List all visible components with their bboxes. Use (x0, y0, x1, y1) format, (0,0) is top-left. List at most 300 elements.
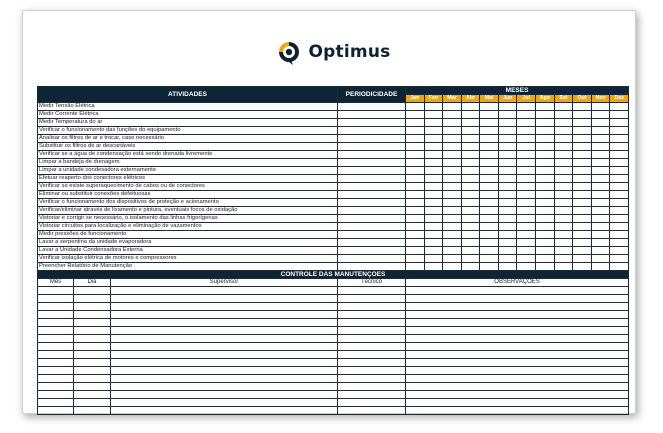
supervisor-cell[interactable] (111, 335, 338, 343)
month-check-cell[interactable] (480, 159, 499, 167)
month-check-cell[interactable] (498, 247, 517, 255)
month-check-cell[interactable] (406, 159, 425, 167)
month-check-cell[interactable] (443, 199, 462, 207)
supervisor-cell[interactable] (111, 407, 338, 415)
periodicity-cell[interactable] (338, 127, 406, 135)
periodicity-cell[interactable] (338, 255, 406, 263)
month-check-cell[interactable] (461, 191, 480, 199)
observations-cell[interactable] (406, 327, 629, 335)
month-check-cell[interactable] (461, 239, 480, 247)
month-check-cell[interactable] (554, 103, 573, 111)
month-check-cell[interactable] (424, 191, 443, 199)
month-check-cell[interactable] (406, 183, 425, 191)
month-check-cell[interactable] (536, 159, 555, 167)
month-check-cell[interactable] (517, 207, 536, 215)
month-check-cell[interactable] (591, 127, 610, 135)
month-check-cell[interactable] (610, 159, 629, 167)
supervisor-cell[interactable] (111, 367, 338, 375)
month-check-cell[interactable] (536, 215, 555, 223)
month-check-cell[interactable] (591, 239, 610, 247)
month-check-cell[interactable] (610, 191, 629, 199)
month-check-cell[interactable] (573, 175, 592, 183)
month-check-cell[interactable] (610, 239, 629, 247)
month-cell[interactable] (38, 407, 74, 415)
technician-cell[interactable] (338, 295, 406, 303)
month-check-cell[interactable] (573, 199, 592, 207)
month-check-cell[interactable] (517, 239, 536, 247)
month-check-cell[interactable] (461, 151, 480, 159)
month-check-cell[interactable] (424, 223, 443, 231)
day-cell[interactable] (74, 383, 111, 391)
month-check-cell[interactable] (406, 199, 425, 207)
month-check-cell[interactable] (591, 207, 610, 215)
month-check-cell[interactable] (424, 119, 443, 127)
month-check-cell[interactable] (443, 167, 462, 175)
month-check-cell[interactable] (443, 191, 462, 199)
observations-cell[interactable] (406, 367, 629, 375)
month-check-cell[interactable] (610, 127, 629, 135)
periodicity-cell[interactable] (338, 223, 406, 231)
month-check-cell[interactable] (591, 143, 610, 151)
month-check-cell[interactable] (480, 255, 499, 263)
month-cell[interactable] (38, 327, 74, 335)
day-cell[interactable] (74, 399, 111, 407)
observations-cell[interactable] (406, 311, 629, 319)
month-check-cell[interactable] (591, 175, 610, 183)
month-check-cell[interactable] (443, 207, 462, 215)
month-check-cell[interactable] (536, 199, 555, 207)
month-check-cell[interactable] (443, 159, 462, 167)
day-cell[interactable] (74, 407, 111, 415)
month-check-cell[interactable] (517, 231, 536, 239)
month-check-cell[interactable] (406, 215, 425, 223)
month-check-cell[interactable] (554, 239, 573, 247)
supervisor-cell[interactable] (111, 319, 338, 327)
month-check-cell[interactable] (461, 247, 480, 255)
month-check-cell[interactable] (443, 135, 462, 143)
technician-cell[interactable] (338, 351, 406, 359)
month-check-cell[interactable] (591, 111, 610, 119)
month-check-cell[interactable] (443, 103, 462, 111)
month-check-cell[interactable] (554, 151, 573, 159)
month-check-cell[interactable] (480, 135, 499, 143)
month-check-cell[interactable] (554, 183, 573, 191)
month-check-cell[interactable] (573, 247, 592, 255)
month-check-cell[interactable] (406, 151, 425, 159)
observations-cell[interactable] (406, 399, 629, 407)
month-check-cell[interactable] (554, 255, 573, 263)
month-check-cell[interactable] (554, 207, 573, 215)
month-check-cell[interactable] (424, 183, 443, 191)
month-check-cell[interactable] (573, 167, 592, 175)
month-check-cell[interactable] (461, 207, 480, 215)
month-check-cell[interactable] (443, 183, 462, 191)
month-check-cell[interactable] (591, 183, 610, 191)
month-check-cell[interactable] (443, 111, 462, 119)
month-check-cell[interactable] (480, 207, 499, 215)
month-check-cell[interactable] (424, 127, 443, 135)
supervisor-cell[interactable] (111, 295, 338, 303)
month-check-cell[interactable] (461, 111, 480, 119)
day-cell[interactable] (74, 303, 111, 311)
month-check-cell[interactable] (573, 183, 592, 191)
month-check-cell[interactable] (573, 151, 592, 159)
day-cell[interactable] (74, 351, 111, 359)
month-check-cell[interactable] (498, 239, 517, 247)
month-check-cell[interactable] (498, 255, 517, 263)
month-cell[interactable] (38, 287, 74, 295)
month-check-cell[interactable] (461, 223, 480, 231)
month-check-cell[interactable] (498, 183, 517, 191)
month-check-cell[interactable] (480, 175, 499, 183)
month-check-cell[interactable] (554, 167, 573, 175)
month-check-cell[interactable] (406, 175, 425, 183)
supervisor-cell[interactable] (111, 287, 338, 295)
month-check-cell[interactable] (443, 239, 462, 247)
month-check-cell[interactable] (591, 167, 610, 175)
month-check-cell[interactable] (610, 215, 629, 223)
month-check-cell[interactable] (554, 231, 573, 239)
month-check-cell[interactable] (406, 191, 425, 199)
month-check-cell[interactable] (424, 175, 443, 183)
month-check-cell[interactable] (517, 215, 536, 223)
month-check-cell[interactable] (536, 119, 555, 127)
month-check-cell[interactable] (536, 191, 555, 199)
month-check-cell[interactable] (573, 231, 592, 239)
month-cell[interactable] (38, 391, 74, 399)
month-check-cell[interactable] (498, 231, 517, 239)
month-check-cell[interactable] (480, 167, 499, 175)
month-check-cell[interactable] (443, 119, 462, 127)
month-check-cell[interactable] (517, 151, 536, 159)
month-check-cell[interactable] (517, 111, 536, 119)
periodicity-cell[interactable] (338, 151, 406, 159)
technician-cell[interactable] (338, 311, 406, 319)
month-check-cell[interactable] (443, 143, 462, 151)
month-check-cell[interactable] (591, 191, 610, 199)
month-cell[interactable] (38, 295, 74, 303)
month-check-cell[interactable] (536, 223, 555, 231)
month-check-cell[interactable] (610, 231, 629, 239)
month-check-cell[interactable] (536, 207, 555, 215)
month-check-cell[interactable] (498, 127, 517, 135)
month-check-cell[interactable] (480, 183, 499, 191)
supervisor-cell[interactable] (111, 375, 338, 383)
month-cell[interactable] (38, 335, 74, 343)
month-check-cell[interactable] (424, 111, 443, 119)
month-check-cell[interactable] (554, 111, 573, 119)
month-check-cell[interactable] (424, 143, 443, 151)
month-check-cell[interactable] (554, 191, 573, 199)
technician-cell[interactable] (338, 319, 406, 327)
supervisor-cell[interactable] (111, 303, 338, 311)
month-check-cell[interactable] (517, 199, 536, 207)
supervisor-cell[interactable] (111, 327, 338, 335)
technician-cell[interactable] (338, 391, 406, 399)
month-check-cell[interactable] (517, 175, 536, 183)
observations-cell[interactable] (406, 303, 629, 311)
month-check-cell[interactable] (406, 223, 425, 231)
month-check-cell[interactable] (554, 175, 573, 183)
month-check-cell[interactable] (610, 247, 629, 255)
month-check-cell[interactable] (536, 247, 555, 255)
month-check-cell[interactable] (517, 127, 536, 135)
day-cell[interactable] (74, 295, 111, 303)
observations-cell[interactable] (406, 391, 629, 399)
month-check-cell[interactable] (443, 215, 462, 223)
month-check-cell[interactable] (610, 119, 629, 127)
month-check-cell[interactable] (610, 175, 629, 183)
periodicity-cell[interactable] (338, 135, 406, 143)
month-check-cell[interactable] (424, 159, 443, 167)
supervisor-cell[interactable] (111, 383, 338, 391)
periodicity-cell[interactable] (338, 191, 406, 199)
technician-cell[interactable] (338, 399, 406, 407)
month-cell[interactable] (38, 351, 74, 359)
supervisor-cell[interactable] (111, 399, 338, 407)
month-cell[interactable] (38, 359, 74, 367)
month-check-cell[interactable] (591, 103, 610, 111)
month-check-cell[interactable] (480, 231, 499, 239)
day-cell[interactable] (74, 335, 111, 343)
month-check-cell[interactable] (610, 199, 629, 207)
month-check-cell[interactable] (591, 199, 610, 207)
month-check-cell[interactable] (573, 215, 592, 223)
month-check-cell[interactable] (461, 199, 480, 207)
day-cell[interactable] (74, 367, 111, 375)
month-check-cell[interactable] (536, 135, 555, 143)
month-check-cell[interactable] (573, 127, 592, 135)
month-check-cell[interactable] (480, 199, 499, 207)
month-check-cell[interactable] (424, 135, 443, 143)
month-check-cell[interactable] (591, 231, 610, 239)
observations-cell[interactable] (406, 319, 629, 327)
month-check-cell[interactable] (591, 223, 610, 231)
month-check-cell[interactable] (480, 143, 499, 151)
month-check-cell[interactable] (406, 207, 425, 215)
observations-cell[interactable] (406, 383, 629, 391)
month-check-cell[interactable] (591, 159, 610, 167)
month-check-cell[interactable] (406, 167, 425, 175)
day-cell[interactable] (74, 327, 111, 335)
month-check-cell[interactable] (536, 167, 555, 175)
month-cell[interactable] (38, 311, 74, 319)
month-check-cell[interactable] (498, 199, 517, 207)
periodicity-cell[interactable] (338, 239, 406, 247)
periodicity-cell[interactable] (338, 143, 406, 151)
supervisor-cell[interactable] (111, 351, 338, 359)
month-check-cell[interactable] (610, 111, 629, 119)
month-check-cell[interactable] (461, 175, 480, 183)
technician-cell[interactable] (338, 303, 406, 311)
periodicity-cell[interactable] (338, 199, 406, 207)
month-check-cell[interactable] (610, 103, 629, 111)
month-check-cell[interactable] (443, 223, 462, 231)
month-check-cell[interactable] (424, 247, 443, 255)
month-check-cell[interactable] (424, 231, 443, 239)
periodicity-cell[interactable] (338, 103, 406, 111)
supervisor-cell[interactable] (111, 343, 338, 351)
day-cell[interactable] (74, 287, 111, 295)
month-check-cell[interactable] (517, 119, 536, 127)
month-check-cell[interactable] (498, 103, 517, 111)
month-check-cell[interactable] (406, 135, 425, 143)
month-check-cell[interactable] (554, 127, 573, 135)
month-check-cell[interactable] (517, 103, 536, 111)
month-check-cell[interactable] (498, 159, 517, 167)
month-check-cell[interactable] (536, 255, 555, 263)
supervisor-cell[interactable] (111, 391, 338, 399)
month-check-cell[interactable] (573, 143, 592, 151)
month-check-cell[interactable] (536, 239, 555, 247)
month-check-cell[interactable] (424, 215, 443, 223)
month-check-cell[interactable] (517, 183, 536, 191)
month-check-cell[interactable] (554, 135, 573, 143)
month-check-cell[interactable] (610, 143, 629, 151)
month-check-cell[interactable] (406, 103, 425, 111)
month-check-cell[interactable] (591, 151, 610, 159)
month-check-cell[interactable] (554, 199, 573, 207)
month-check-cell[interactable] (461, 215, 480, 223)
month-check-cell[interactable] (554, 247, 573, 255)
day-cell[interactable] (74, 319, 111, 327)
periodicity-cell[interactable] (338, 159, 406, 167)
month-check-cell[interactable] (424, 103, 443, 111)
month-check-cell[interactable] (610, 207, 629, 215)
observations-cell[interactable] (406, 295, 629, 303)
month-cell[interactable] (38, 375, 74, 383)
observations-cell[interactable] (406, 351, 629, 359)
month-check-cell[interactable] (461, 183, 480, 191)
month-check-cell[interactable] (480, 247, 499, 255)
month-check-cell[interactable] (573, 159, 592, 167)
technician-cell[interactable] (338, 375, 406, 383)
observations-cell[interactable] (406, 375, 629, 383)
month-check-cell[interactable] (573, 111, 592, 119)
observations-cell[interactable] (406, 407, 629, 415)
month-check-cell[interactable] (443, 255, 462, 263)
technician-cell[interactable] (338, 327, 406, 335)
month-check-cell[interactable] (406, 111, 425, 119)
month-check-cell[interactable] (406, 255, 425, 263)
periodicity-cell[interactable] (338, 167, 406, 175)
month-check-cell[interactable] (480, 103, 499, 111)
month-cell[interactable] (38, 367, 74, 375)
month-check-cell[interactable] (498, 175, 517, 183)
month-check-cell[interactable] (554, 159, 573, 167)
day-cell[interactable] (74, 391, 111, 399)
observations-cell[interactable] (406, 335, 629, 343)
month-check-cell[interactable] (573, 103, 592, 111)
observations-cell[interactable] (406, 343, 629, 351)
month-cell[interactable] (38, 343, 74, 351)
month-check-cell[interactable] (480, 223, 499, 231)
technician-cell[interactable] (338, 367, 406, 375)
month-check-cell[interactable] (498, 151, 517, 159)
month-check-cell[interactable] (517, 255, 536, 263)
month-check-cell[interactable] (461, 103, 480, 111)
month-check-cell[interactable] (443, 231, 462, 239)
month-check-cell[interactable] (536, 183, 555, 191)
month-check-cell[interactable] (461, 167, 480, 175)
month-check-cell[interactable] (498, 143, 517, 151)
month-check-cell[interactable] (498, 135, 517, 143)
month-check-cell[interactable] (554, 119, 573, 127)
supervisor-cell[interactable] (111, 359, 338, 367)
month-check-cell[interactable] (517, 223, 536, 231)
month-check-cell[interactable] (498, 215, 517, 223)
month-cell[interactable] (38, 303, 74, 311)
month-check-cell[interactable] (536, 151, 555, 159)
month-check-cell[interactable] (406, 247, 425, 255)
month-check-cell[interactable] (536, 231, 555, 239)
month-cell[interactable] (38, 399, 74, 407)
day-cell[interactable] (74, 359, 111, 367)
month-check-cell[interactable] (536, 103, 555, 111)
technician-cell[interactable] (338, 287, 406, 295)
month-check-cell[interactable] (461, 127, 480, 135)
month-check-cell[interactable] (591, 247, 610, 255)
month-check-cell[interactable] (536, 111, 555, 119)
periodicity-cell[interactable] (338, 231, 406, 239)
month-check-cell[interactable] (406, 143, 425, 151)
month-check-cell[interactable] (406, 239, 425, 247)
month-check-cell[interactable] (498, 111, 517, 119)
month-check-cell[interactable] (573, 239, 592, 247)
month-check-cell[interactable] (610, 167, 629, 175)
month-check-cell[interactable] (498, 207, 517, 215)
month-check-cell[interactable] (573, 119, 592, 127)
periodicity-cell[interactable] (338, 215, 406, 223)
month-check-cell[interactable] (480, 215, 499, 223)
month-check-cell[interactable] (498, 119, 517, 127)
observations-cell[interactable] (406, 359, 629, 367)
periodicity-cell[interactable] (338, 111, 406, 119)
month-check-cell[interactable] (461, 159, 480, 167)
month-check-cell[interactable] (610, 135, 629, 143)
month-check-cell[interactable] (517, 143, 536, 151)
month-check-cell[interactable] (517, 247, 536, 255)
month-check-cell[interactable] (573, 223, 592, 231)
month-check-cell[interactable] (517, 191, 536, 199)
technician-cell[interactable] (338, 359, 406, 367)
month-check-cell[interactable] (480, 151, 499, 159)
month-check-cell[interactable] (591, 255, 610, 263)
month-check-cell[interactable] (406, 119, 425, 127)
month-check-cell[interactable] (498, 223, 517, 231)
month-check-cell[interactable] (554, 223, 573, 231)
month-check-cell[interactable] (461, 143, 480, 151)
month-check-cell[interactable] (610, 183, 629, 191)
periodicity-cell[interactable] (338, 119, 406, 127)
month-check-cell[interactable] (517, 159, 536, 167)
month-check-cell[interactable] (573, 191, 592, 199)
month-check-cell[interactable] (573, 207, 592, 215)
month-check-cell[interactable] (591, 135, 610, 143)
technician-cell[interactable] (338, 335, 406, 343)
month-check-cell[interactable] (610, 151, 629, 159)
month-check-cell[interactable] (610, 223, 629, 231)
month-check-cell[interactable] (517, 135, 536, 143)
month-check-cell[interactable] (480, 191, 499, 199)
month-cell[interactable] (38, 383, 74, 391)
observations-cell[interactable] (406, 287, 629, 295)
periodicity-cell[interactable] (338, 183, 406, 191)
technician-cell[interactable] (338, 343, 406, 351)
month-check-cell[interactable] (480, 119, 499, 127)
month-check-cell[interactable] (443, 175, 462, 183)
month-check-cell[interactable] (480, 127, 499, 135)
